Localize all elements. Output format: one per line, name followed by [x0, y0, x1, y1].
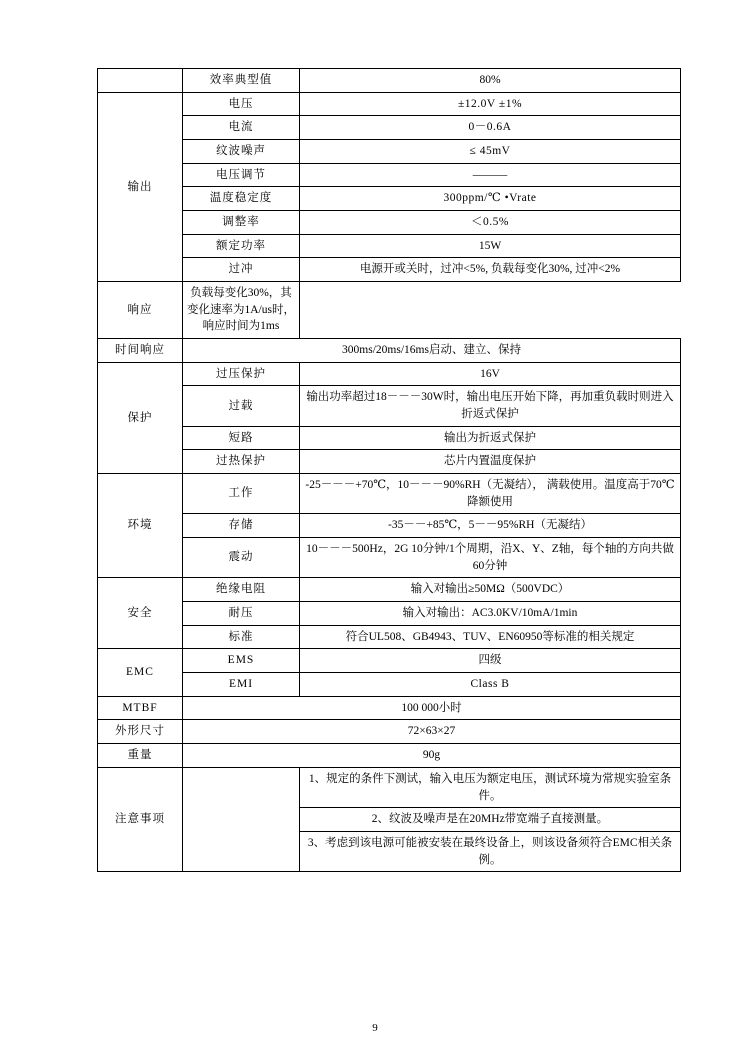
value-voltage: ±12.0V ±1% — [300, 92, 681, 116]
sub-label-vibration: 震动 — [183, 538, 300, 578]
category-cell-emc: EMC — [98, 649, 183, 696]
category-cell-weight: 重量 — [98, 744, 183, 768]
value-short-circuit: 输出为折返式保护 — [300, 426, 681, 450]
value-dimensions: 72×63×27 — [183, 720, 681, 744]
value-overload: 输出功率超过18－－－30W时，输出电压开始下降，再加重负载时则进入折返式保护 — [300, 386, 681, 426]
table-row — [98, 767, 681, 807]
category-cell-environment: 环境 — [98, 474, 183, 578]
value-weight: 90g — [183, 744, 681, 768]
sub-label-temperature-stability: 温度稳定度 — [183, 187, 300, 211]
sub-label-storage: 存储 — [183, 514, 300, 538]
category-cell-output: 输出 — [98, 92, 183, 281]
value-operating: -25－－－+70℃，10－－－90%RH（无凝结）， 满载使用。温度高于70℃降额使用 — [300, 474, 681, 514]
notes-spacer-cell — [183, 767, 300, 871]
value-mtbf: 100 000小时 — [183, 696, 681, 720]
value-overheat-protection: 芯片内置温度保护 — [300, 450, 681, 474]
sub-label-overvoltage-protection: 过压保护 — [183, 362, 300, 386]
table-row — [98, 187, 681, 211]
table-row — [98, 720, 681, 744]
sub-label-short-circuit: 短路 — [183, 426, 300, 450]
value-efficiency: 80% — [300, 69, 681, 93]
table-row — [98, 258, 681, 282]
sub-label-insulation-resistance: 绝缘电阻 — [183, 578, 300, 602]
table-row — [98, 696, 681, 720]
category-cell-time-response: 时间响应 — [98, 339, 183, 363]
table-row — [98, 386, 681, 426]
value-overshoot: 电源开或关时，过冲<5%, 负载每变化30%, 过冲<2% — [300, 258, 681, 282]
value-standard: 符合UL508、GB4943、TUV、EN60950等标准的相关规定 — [300, 625, 681, 649]
table-row — [98, 538, 681, 578]
sub-label-overheat-protection: 过热保护 — [183, 450, 300, 474]
value-response: 负载每变化30%，其变化速率为1A/us时，响应时间为1ms — [183, 282, 300, 339]
value-rated-power: 15W — [300, 234, 681, 258]
category-cell-dimensions: 外形尺寸 — [98, 720, 183, 744]
table-row — [98, 92, 681, 116]
sub-label-overshoot: 过冲 — [183, 258, 300, 282]
value-vibration: 10－－－500Hz，2G 10分钟/1个周期，沿X、Y、Z轴，每个轴的方向共做60分钟 — [300, 538, 681, 578]
table-row — [98, 69, 681, 93]
specification-table — [97, 68, 681, 872]
value-current: 0－0.6A — [300, 116, 681, 140]
sub-label-emi: EMI — [183, 673, 300, 697]
table-row — [98, 234, 681, 258]
sub-label-operating: 工作 — [183, 474, 300, 514]
value-regulation-rate: ＜0.5% — [300, 211, 681, 235]
table-row — [98, 450, 681, 474]
category-cell-protection: 保护 — [98, 362, 183, 473]
table-row — [98, 211, 681, 235]
category-cell-safety: 安全 — [98, 578, 183, 649]
table-row — [98, 578, 681, 602]
value-withstand-voltage: 输入对输出：AC3.0KV/10mA/1min — [300, 602, 681, 626]
sub-label-withstand-voltage: 耐压 — [183, 602, 300, 626]
table-row — [98, 625, 681, 649]
sub-label-efficiency: 效率典型值 — [183, 69, 300, 93]
value-overvoltage-protection: 16V — [300, 362, 681, 386]
sub-label-voltage-regulation: 电压调节 — [183, 163, 300, 187]
table-row — [98, 282, 681, 339]
table-row — [98, 426, 681, 450]
table-row — [98, 362, 681, 386]
value-ripple-noise: ≤ 45mV — [300, 140, 681, 164]
sub-label-ems: EMS — [183, 649, 300, 673]
table-row — [98, 116, 681, 140]
value-emi: Class B — [300, 673, 681, 697]
table-row — [98, 744, 681, 768]
table-row — [98, 649, 681, 673]
value-ems: 四级 — [300, 649, 681, 673]
sub-label-rated-power: 额定功率 — [183, 234, 300, 258]
sub-label-regulation-rate: 调整率 — [183, 211, 300, 235]
table-row — [98, 673, 681, 697]
sub-label-voltage: 电压 — [183, 92, 300, 116]
note-item-1: 1、规定的条件下测试，输入电压为额定电压，测试环境为常规实验室条件。 — [300, 767, 681, 807]
table-row — [98, 514, 681, 538]
sub-label-standard: 标准 — [183, 625, 300, 649]
value-time-response: 300ms/20ms/16ms启动、建立、保持 — [183, 339, 681, 363]
table-row — [98, 140, 681, 164]
table-row — [98, 474, 681, 514]
sub-label-ripple-noise: 纹波噪声 — [183, 140, 300, 164]
sub-label-overload: 过载 — [183, 386, 300, 426]
category-cell-notes: 注意事项 — [98, 767, 183, 871]
value-voltage-regulation: ——— — [300, 163, 681, 187]
category-cell-mtbf: MTBF — [98, 696, 183, 720]
category-cell-empty — [98, 69, 183, 93]
page-number: 9 — [372, 1022, 378, 1034]
value-storage: -35－－+85℃，5－－95%RH（无凝结） — [300, 514, 681, 538]
sub-label-current: 电流 — [183, 116, 300, 140]
specification-table-container — [97, 68, 675, 872]
value-insulation-resistance: 输入对输出≥50MΩ（500VDC） — [300, 578, 681, 602]
note-item-2: 2、纹波及噪声是在20MHz带宽端子直接测量。 — [300, 808, 681, 832]
table-row — [98, 163, 681, 187]
value-temperature-stability: 300ppm/℃ •Vrate — [300, 187, 681, 211]
table-row — [98, 339, 681, 363]
sub-label-response: 响应 — [98, 282, 183, 339]
table-row — [98, 602, 681, 626]
note-item-3: 3、考虑到该电源可能被安装在最终设备上，则该设备须符合EMC相关条例。 — [300, 831, 681, 871]
